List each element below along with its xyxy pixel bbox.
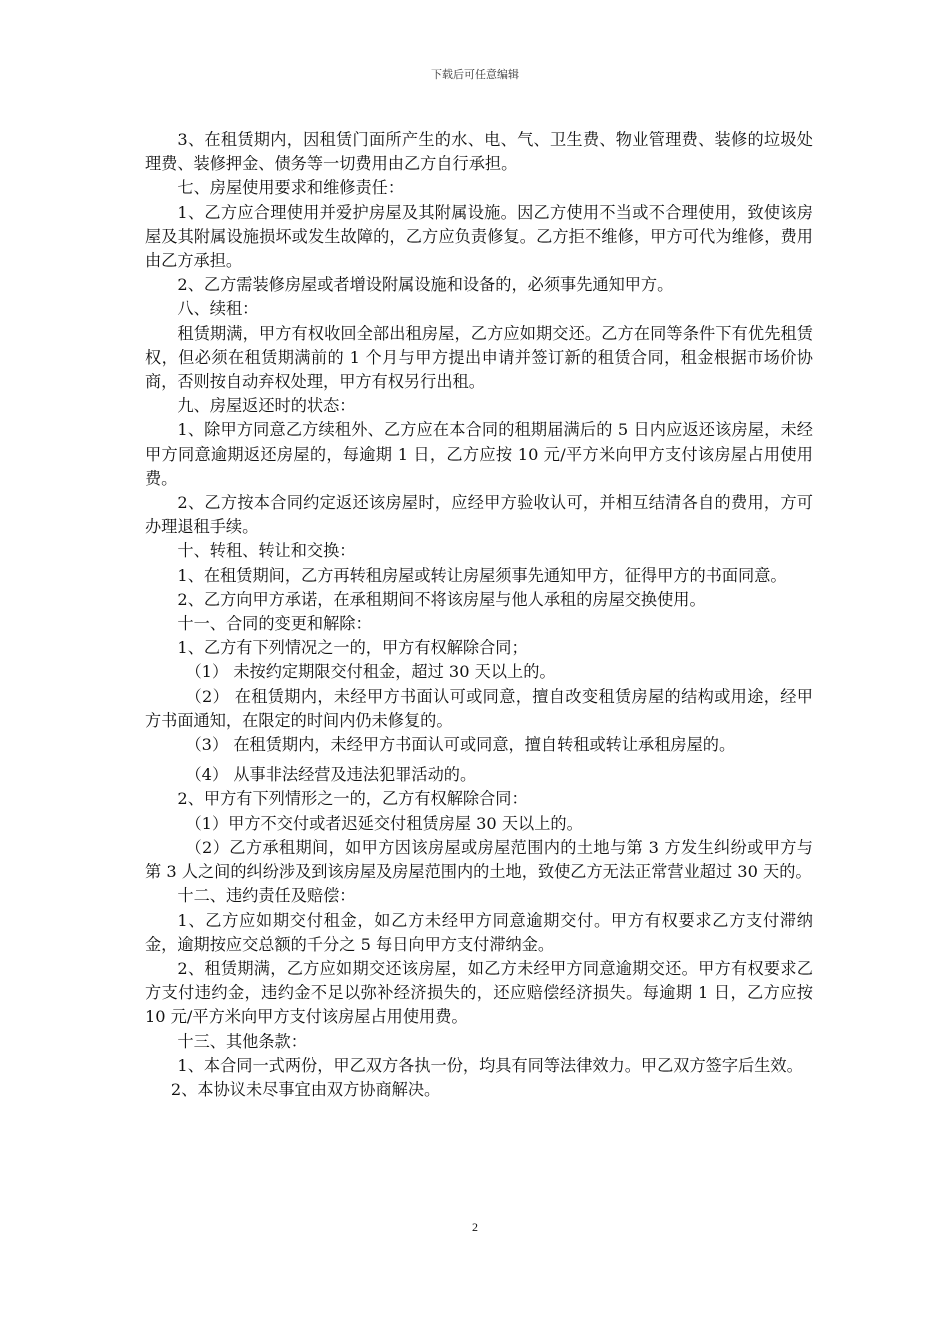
paragraph: 1、乙方应合理使用并爱护房屋及其附属设施。因乙方使用不当或不合理使用，致使该房屋及其附属设施损坏或发生故障的，乙方应负责修复。乙方拒不维修，甲方可代为维修，费用由乙方承担。 [145,202,813,271]
paragraph: 1、除甲方同意乙方续租外、乙方应在本合同的租期届满后的 5 日内应返还该房屋，未经甲方同意逾期返还房屋的，每逾期 1 日，乙方应按 10 元/平方米向甲方支付该房屋占用使用费。 [145,420,813,488]
paragraph: 1、乙方有下列情况之一的，甲方有权解除合同； [177,638,528,658]
paragraph: 1、在租赁期间，乙方再转租房屋或转让房屋须事先通知甲方，征得甲方的书面同意。 [177,565,787,585]
section-heading: 七、房屋使用要求和维修责任： [177,178,405,198]
page-header: 下载后可任意编辑 [431,68,519,81]
paragraph: 2、本协议未尽事宜由双方协商解决。 [170,1079,441,1099]
list-item: （3） 在租赁期内，未经甲方书面认可或同意，擅自转租或转让承租房屋的。 [185,735,736,755]
paragraph: 2、租赁期满，乙方应如期交还该房屋，如乙方未经甲方同意逾期交还。甲方有权要求乙方支付违约金，违约金不足以弥补经济损失的，还应赔偿经济损失。每逾期 1 日，乙方应按 10 元/平方米向甲方支付该房屋占用使用费。 [145,958,813,1027]
list-item: （1）甲方不交付或者迟延交付租赁房屋 30 天以上的。 [185,813,583,833]
section-heading: 十一、合同的变更和解除： [177,614,372,634]
paragraph: 2、乙方按本合同约定返还该房屋时，应经甲方验收认可，并相互结清各自的费用，方可办理退租手续。 [145,493,813,537]
list-item: （4） 从事非法经营及违法犯罪活动的。 [185,765,477,785]
list-item: （1） 未按约定期限交付租金，超过 30 天以上的。 [185,662,556,682]
paragraph: 1、乙方应如期交付租金，如乙方未经甲方同意逾期交付。甲方有权要求乙方支付滞纳金，逾期按应交总额的千分之 5 每日向甲方支付滞纳金。 [145,910,813,954]
paragraph: 租赁期满，甲方有权收回全部出租房屋，乙方应如期交还。乙方在同等条件下有优先租赁权，但必须在租赁期满前的 1 个月与甲方提出申请并签订新的租赁合同，租金根据市场价协商，否则按自动弃权处理，甲方有权另行出租。 [145,323,813,392]
list-item: （2） 在租赁期内，未经甲方书面认可或同意，擅自改变租赁房屋的结构或用途，经甲方书面通知，在限定的时间内仍未修复的。 [145,686,813,730]
section-heading: 八、续租： [177,299,259,319]
section-heading: 九、房屋返还时的状态： [177,396,356,416]
page-number: 2 [472,1220,478,1234]
paragraph: 2、乙方需装修房屋或者增设附属设施和设备的，必须事先通知甲方。 [177,275,674,295]
paragraph: 3、在租赁期内，因租赁门面所产生的水、电、气、卫生费、物业管理费、装修的垃圾处理费、装修押金、债务等一切费用由乙方自行承担。 [145,130,813,174]
section-heading: 十三、其他条款： [177,1031,307,1051]
paragraph: 2、乙方向甲方承诺，在承租期间不将该房屋与他人承租的房屋交换使用。 [177,589,706,609]
paragraph: 1、本合同一式两份，甲乙双方各执一份，均具有同等法律效力。甲乙双方签字后生效。 [177,1055,803,1075]
paragraph: 2、甲方有下列情形之一的，乙方有权解除合同： [177,789,528,809]
section-heading: 十、转租、转让和交换： [177,541,356,561]
section-heading: 十二、违约责任及赔偿： [177,886,356,906]
list-item: （2）乙方承租期间，如甲方因该房屋或房屋范围内的土地与第 3 方发生纠纷或甲方与第 3 人之间的纠纷涉及到该房屋及房屋范围内的土地，致使乙方无法正常营业超过 30 天的。 [145,837,813,882]
contract-body [145,128,813,1102]
